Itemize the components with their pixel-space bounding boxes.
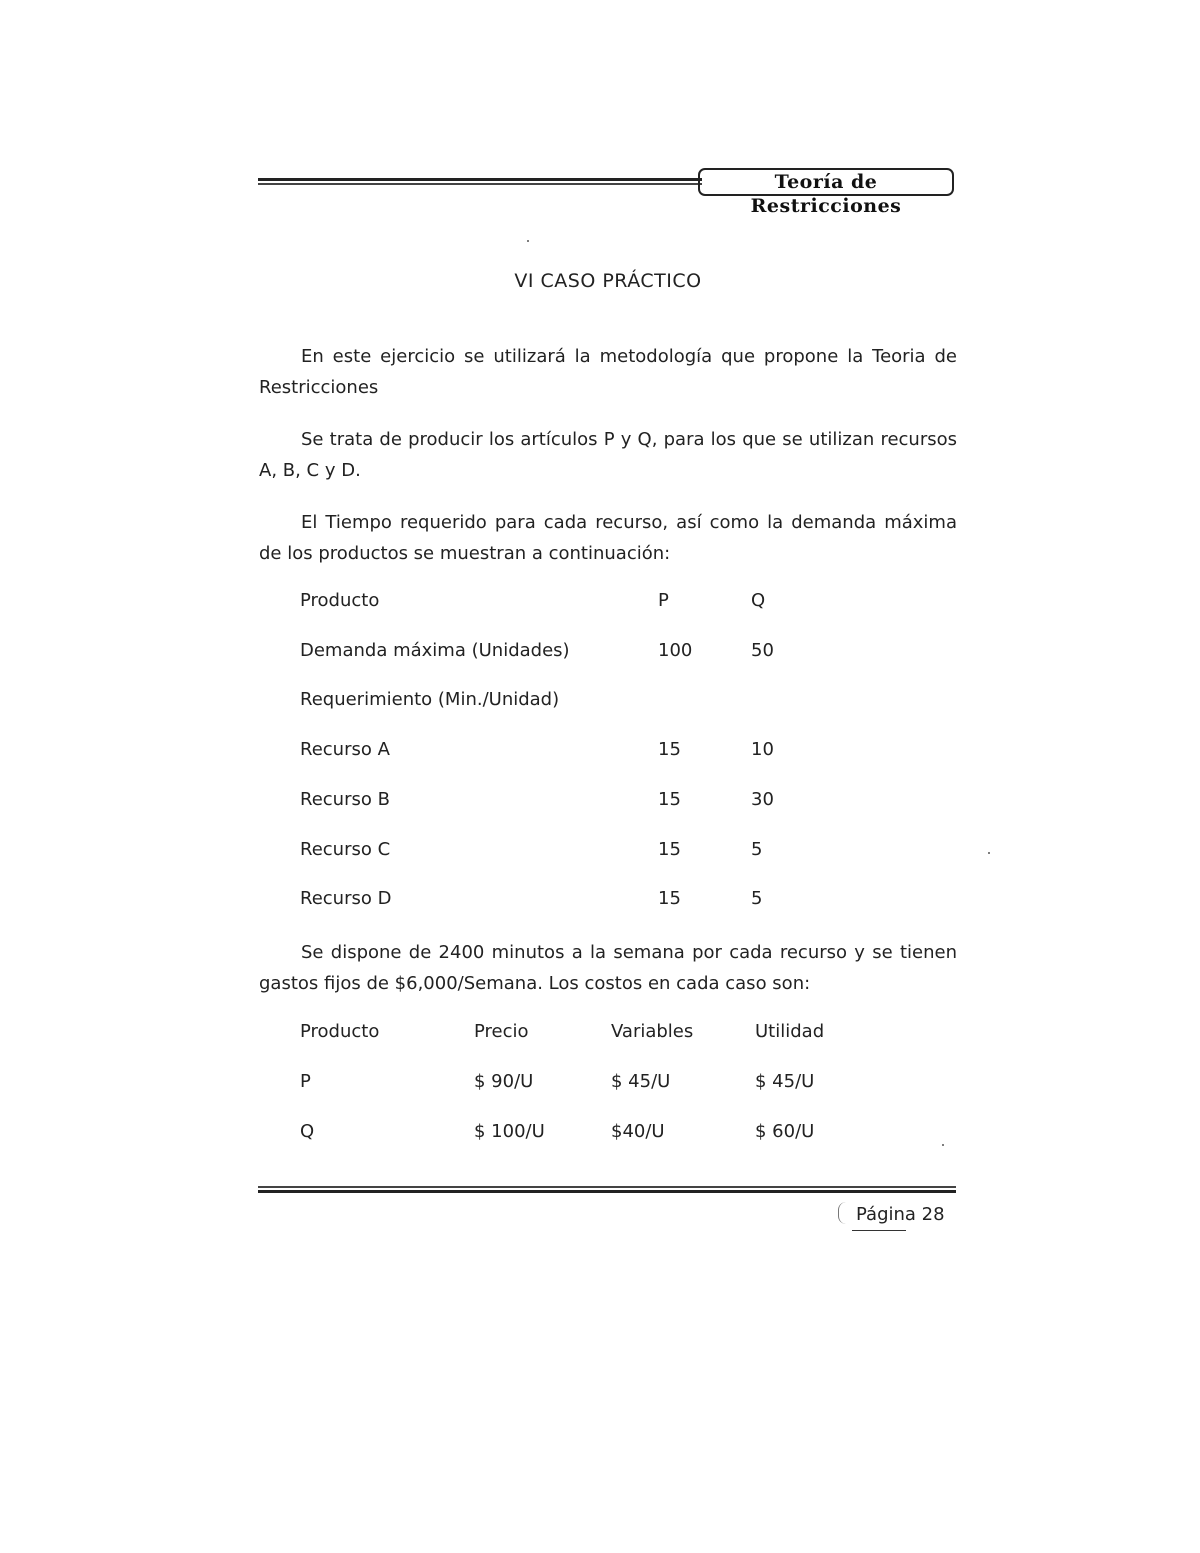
- paragraph-intro: En este ejercicio se utilizará la metodología que propone la Teoria de Restricciones: [259, 346, 957, 398]
- cell-p: 15: [658, 888, 681, 909]
- row-label: Recurso B: [300, 789, 390, 810]
- page-number-underline: [852, 1230, 906, 1231]
- footer-rule-line-thin: [258, 1186, 956, 1188]
- cell-producto: Q: [300, 1121, 315, 1142]
- row-label: Producto: [300, 590, 380, 611]
- cell-variables: $40/U: [611, 1121, 665, 1142]
- table-row: [0, 1121, 1200, 1151]
- cell-q: 30: [751, 789, 774, 810]
- paragraph-products: Se trata de producir los artículos P y Q, para los que se utilizan recursos A, B, C y D.: [259, 429, 957, 481]
- cell-producto: P: [300, 1071, 311, 1092]
- header-rule: [258, 178, 702, 188]
- table-row: [0, 888, 1200, 918]
- header-producto: Producto: [300, 1021, 380, 1042]
- cell-q: 5: [751, 839, 763, 860]
- page-number-bracket: [838, 1202, 849, 1224]
- cell-utilidad: $ 45/U: [755, 1071, 815, 1092]
- cell-q: 5: [751, 888, 763, 909]
- table-row: [0, 739, 1200, 769]
- paragraph-requirements: El Tiempo requerido para cada recurso, así como la demanda máxima de los productos se muestran a continuación:: [259, 512, 957, 564]
- row-label: Recurso D: [300, 888, 392, 909]
- header-title: Teoría de Restricciones: [698, 168, 954, 196]
- header-precio: Precio: [474, 1021, 529, 1042]
- table-row: [0, 789, 1200, 819]
- cell-p: 100: [658, 640, 693, 661]
- row-label: Recurso C: [300, 839, 391, 860]
- paragraph-costs: Se dispone de 2400 minutos a la semana por cada recurso y se tienen gastos fijos de $6,000/Semana. Los costos en cada caso son:: [259, 942, 957, 994]
- row-label: Requerimiento (Min./Unidad): [300, 689, 560, 710]
- cell-q: 10: [751, 739, 774, 760]
- cell-variables: $ 45/U: [611, 1071, 671, 1092]
- footer-rule-line-thick: [258, 1190, 956, 1193]
- cell-p: 15: [658, 739, 681, 760]
- cell-precio: $ 100/U: [474, 1121, 545, 1142]
- cell-precio: $ 90/U: [474, 1071, 534, 1092]
- row-label: Recurso A: [300, 739, 390, 760]
- table-row: [0, 839, 1200, 869]
- table-row: [0, 1071, 1200, 1101]
- table-row: [0, 590, 1200, 620]
- section-title: VI CASO PRÁCTICO: [514, 270, 702, 292]
- cell-p: 15: [658, 839, 681, 860]
- header-variables: Variables: [611, 1021, 694, 1042]
- header-rule-line-thin: [258, 183, 702, 185]
- cell-q: Q: [751, 590, 766, 611]
- header-rule-line-thick: [258, 178, 702, 181]
- header-utilidad: Utilidad: [755, 1021, 825, 1042]
- cell-utilidad: $ 60/U: [755, 1121, 815, 1142]
- table-header-row: [0, 1021, 1200, 1051]
- footer-rule: [258, 1186, 956, 1194]
- cell-p: P: [658, 590, 669, 611]
- cell-p: 15: [658, 789, 681, 810]
- scan-speck: [988, 852, 990, 854]
- cell-q: 50: [751, 640, 774, 661]
- scan-speck: [527, 240, 529, 242]
- page-number: Página 28: [856, 1204, 945, 1225]
- table-row: [0, 640, 1200, 670]
- table-row: [0, 689, 1200, 719]
- scan-speck: [942, 1144, 944, 1146]
- row-label: Demanda máxima (Unidades): [300, 640, 570, 661]
